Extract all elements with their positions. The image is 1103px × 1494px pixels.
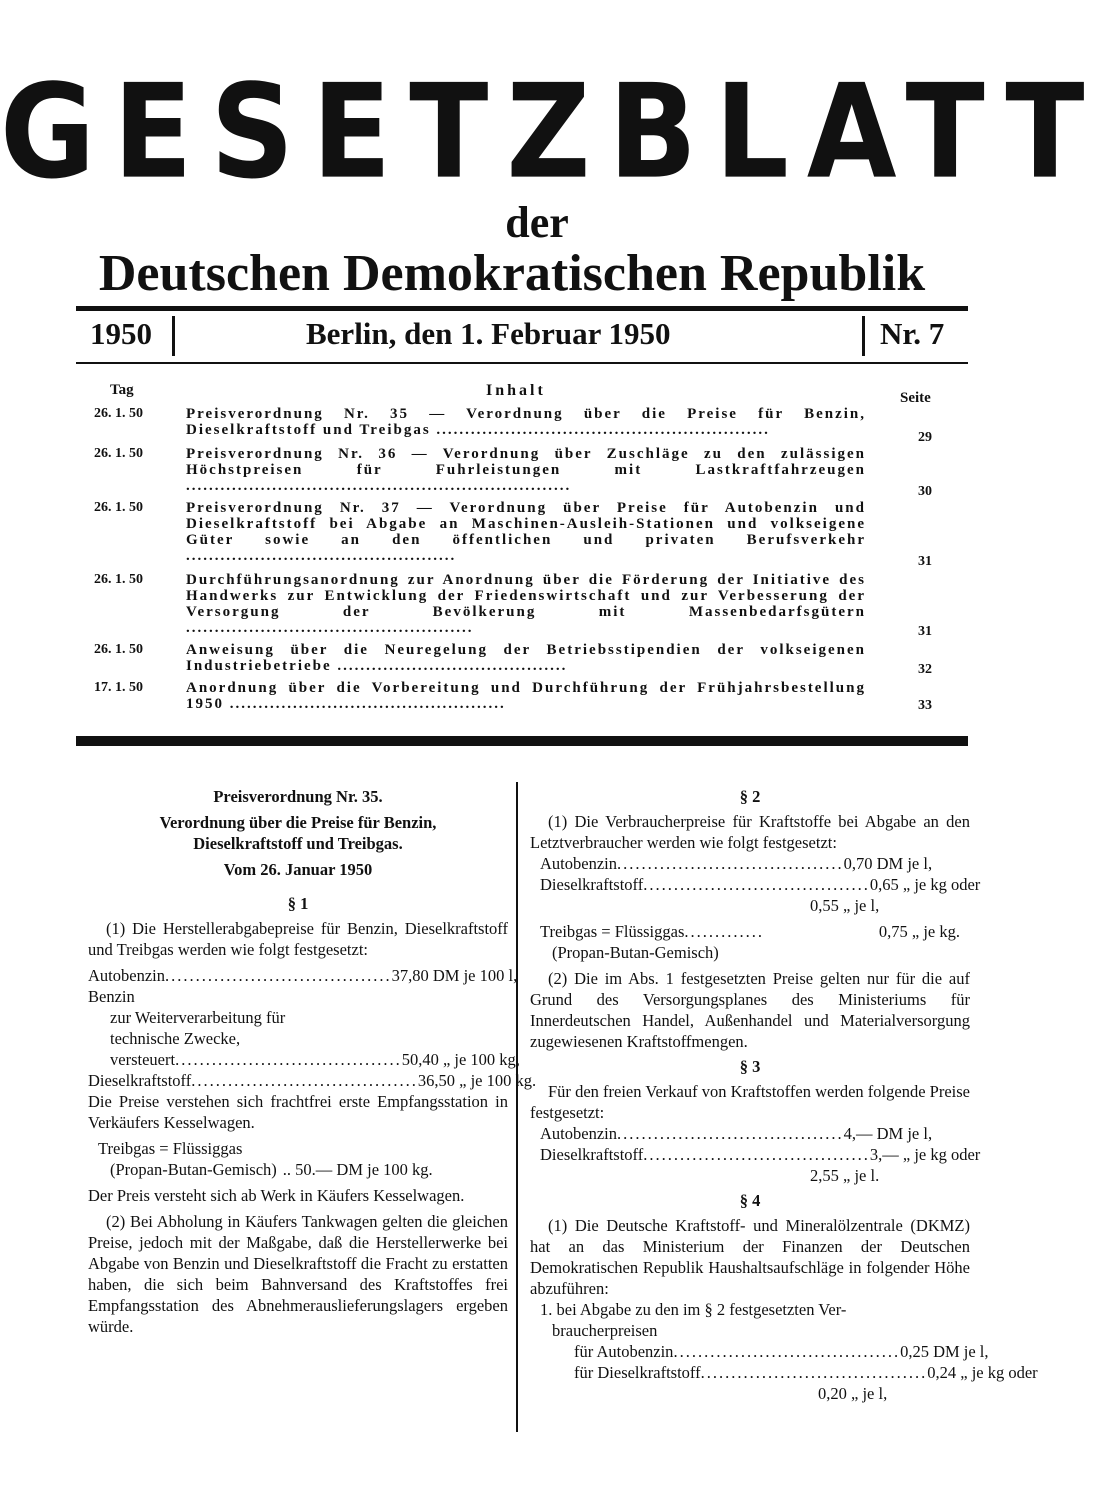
toc-header-date: Tag (110, 382, 134, 398)
price-line: Dieselkraftstoff ..................................... 3,— „ je kg oder (540, 1145, 981, 1164)
price-label: (Propan-Butan-Gemisch) (552, 943, 719, 962)
left-column (88, 786, 537, 1337)
toc-date: 26. 1. 50 (94, 500, 143, 515)
price-label: Benzin (88, 987, 135, 1006)
price-label: Treibgas = Flüssiggas (98, 1139, 243, 1158)
price-line: Dieselkraftstoff ..................................... 36,50 „ je 100 kg. (88, 1071, 537, 1090)
toc-date: 17. 1. 50 (94, 680, 143, 695)
issue-year: 1950 (90, 316, 152, 351)
paragraph: (1) Die Herstellerabgabepreise für Benzin, Dieselkraftstoff und Treibgas werden wie folgt festgesetzt: (88, 919, 508, 959)
toc-page: 33 (918, 698, 932, 713)
ordinance-date: Vom 26. Januar 1950 (223, 860, 373, 879)
toc-date: 26. 1. 50 (94, 642, 143, 657)
price-line: Autobenzin ..................................... 37,80 DM je 100 l, (88, 966, 518, 985)
paragraph: Für den freien Verkauf von Kraftstoffen werden folgende Preise festgesetzt: (530, 1082, 970, 1122)
price-line: Dieselkraftstoff ..................................... 0,65 „ je kg oder (540, 875, 981, 894)
issue-place-date: Berlin, den 1. Februar 1950 (306, 316, 671, 351)
paragraph: (1) Die Deutsche Kraftstoff- und Mineralölzentrale (DKMZ) hat an das Ministerium der Finanzen der Deutschen Demokratischen Republik Haushaltsaufschläge in folgender Höhe abzuführen: (530, 1216, 970, 1298)
price-line: Autobenzin ..................................... 0,70 DM je l, (540, 854, 933, 873)
price-label: zur Weiterverarbeitung für (110, 1008, 286, 1027)
section-heading: § 3 (739, 1057, 761, 1076)
paragraph: (2) Die im Abs. 1 festgesetzten Preise gelten nur für die auf Grund des Versorgungsplanes des Ministeriums für Innerdeutschen Handel, Außenhandel und Materialversorgung zugewiesenen Kraftstoffmengen. (530, 969, 970, 1051)
price-value: 2,55 „ je l. (810, 1166, 880, 1185)
masthead-republic: Deutschen Demokratischen Republik (98, 245, 926, 302)
toc-text: Anordnung über die Vorbereitung und Durchführung der Frühjahrsbestellung 1950 ................................................ (186, 680, 866, 712)
price-line: (Propan-Butan-Gemisch) .. 50.— DM je 100 kg. (110, 1160, 433, 1179)
ordinance-title: Preisverordnung Nr. 35. (213, 787, 383, 806)
masthead-title: GESETZBLATT (0, 56, 1103, 208)
price-line: Autobenzin ..................................... 4,— DM je l, (540, 1124, 933, 1143)
issue-row (76, 316, 968, 358)
section-heading: § 2 (739, 787, 761, 806)
issue-divider (172, 316, 175, 356)
toc-header-content: Inhalt (486, 382, 546, 399)
toc-text: Anweisung über die Neuregelung der Betriebsstipendien der volkseigenen Industriebetriebe ........................................ (186, 642, 866, 674)
toc-page: 31 (918, 554, 932, 569)
price-line: Treibgas = Flüssiggas ............. 0,75 „ je kg. (540, 922, 960, 941)
toc-page: 29 (918, 430, 932, 445)
toc-text: Durchführungsanordnung zur Anordnung über die Förderung der Initiative des Handwerks zur Entwicklung der Friedenswirtschaft und zur Verbesserung der Versorgung der Bevölkerung mit Massenbedarfsgütern .................................................. (186, 572, 866, 636)
price-value: 0,20 „ je l, (818, 1384, 888, 1403)
section-heading: § 4 (739, 1191, 761, 1210)
paragraph: Die Preise verstehen sich frachtfrei erste Empfangsstation in Verkäufers Kesselwagen. (88, 1092, 508, 1132)
toc-date: 26. 1. 50 (94, 446, 143, 461)
toc-page: 32 (918, 662, 932, 677)
paragraph: (2) Bei Abholung in Käufers Tankwagen gelten die gleichen Preise, jedoch mit der Maßgabe, daß die Herstellerwerke bei Abgabe von Benzin und Dieselkraftstoff die Fracht zu erstatten haben, die sich beim Bahnversand des Kraftstoffes frei Empfangsstation des Abnehmerauslieferungslagers ergeben würde. (88, 1212, 508, 1336)
masthead-der: der (505, 198, 569, 247)
paragraph: (1) Die Verbraucherpreise für Kraftstoffe bei Abgabe an den Letztverbraucher werden wie folgt festgesetzt: (530, 812, 970, 852)
toc-date: 26. 1. 50 (94, 406, 143, 421)
price-value: 0,55 „ je l, (810, 896, 880, 915)
toc-page: 30 (918, 484, 932, 499)
toc-text: Preisverordnung Nr. 37 — Verordnung über Preise für Autobenzin und Dieselkraftstoff bei Abgabe an Maschinen-Ausleih-Stationen und volkseigene Güter sowie an den öffentlichen und privaten Berufsverkehr ............................................... (186, 500, 866, 564)
heavy-divider (76, 736, 968, 746)
ordinance-subtitle: Dieselkraftstoff und Treibgas. (193, 834, 403, 853)
price-line: für Dieselkraftstoff ..................................... 0,24 „ je kg oder (574, 1363, 1038, 1382)
ordinance-subtitle: Verordnung über die Preise für Benzin, (159, 813, 437, 832)
section-heading: § 1 (287, 894, 309, 913)
price-label: technische Zwecke, (110, 1029, 241, 1048)
toc-text: Preisverordnung Nr. 35 — Verordnung über die Preise für Benzin, Dieselkraftstoff und Treibgas .......................................................... (186, 406, 866, 438)
paragraph: Der Preis versteht sich ab Werk in Käufers Kesselwagen. (88, 1186, 465, 1205)
toc-page: 31 (918, 624, 932, 639)
price-line: versteuert ..................................... 50,40 „ je 100 kg, (110, 1050, 520, 1069)
issue-number: Nr. 7 (880, 316, 945, 351)
masthead-rule-top (76, 306, 968, 311)
price-line: für Autobenzin ..................................... 0,25 DM je l, (574, 1342, 989, 1361)
toc-date: 26. 1. 50 (94, 572, 143, 587)
issue-divider (862, 316, 865, 356)
list-item: 1. bei Abgabe zu den im § 2 festgesetzten Ver- (540, 1300, 847, 1319)
list-item: braucherpreisen (552, 1321, 658, 1340)
toc-header-page: Seite (900, 390, 931, 406)
toc-text: Preisverordnung Nr. 36 — Verordnung über Zuschläge zu den zulässigen Höchstpreisen für Fuhrleistungen mit Lastkraftfahrzeugen ................................................................... (186, 446, 866, 494)
right-column (530, 786, 1038, 1404)
masthead-rule-bottom (76, 362, 968, 364)
column-divider (516, 782, 518, 1432)
